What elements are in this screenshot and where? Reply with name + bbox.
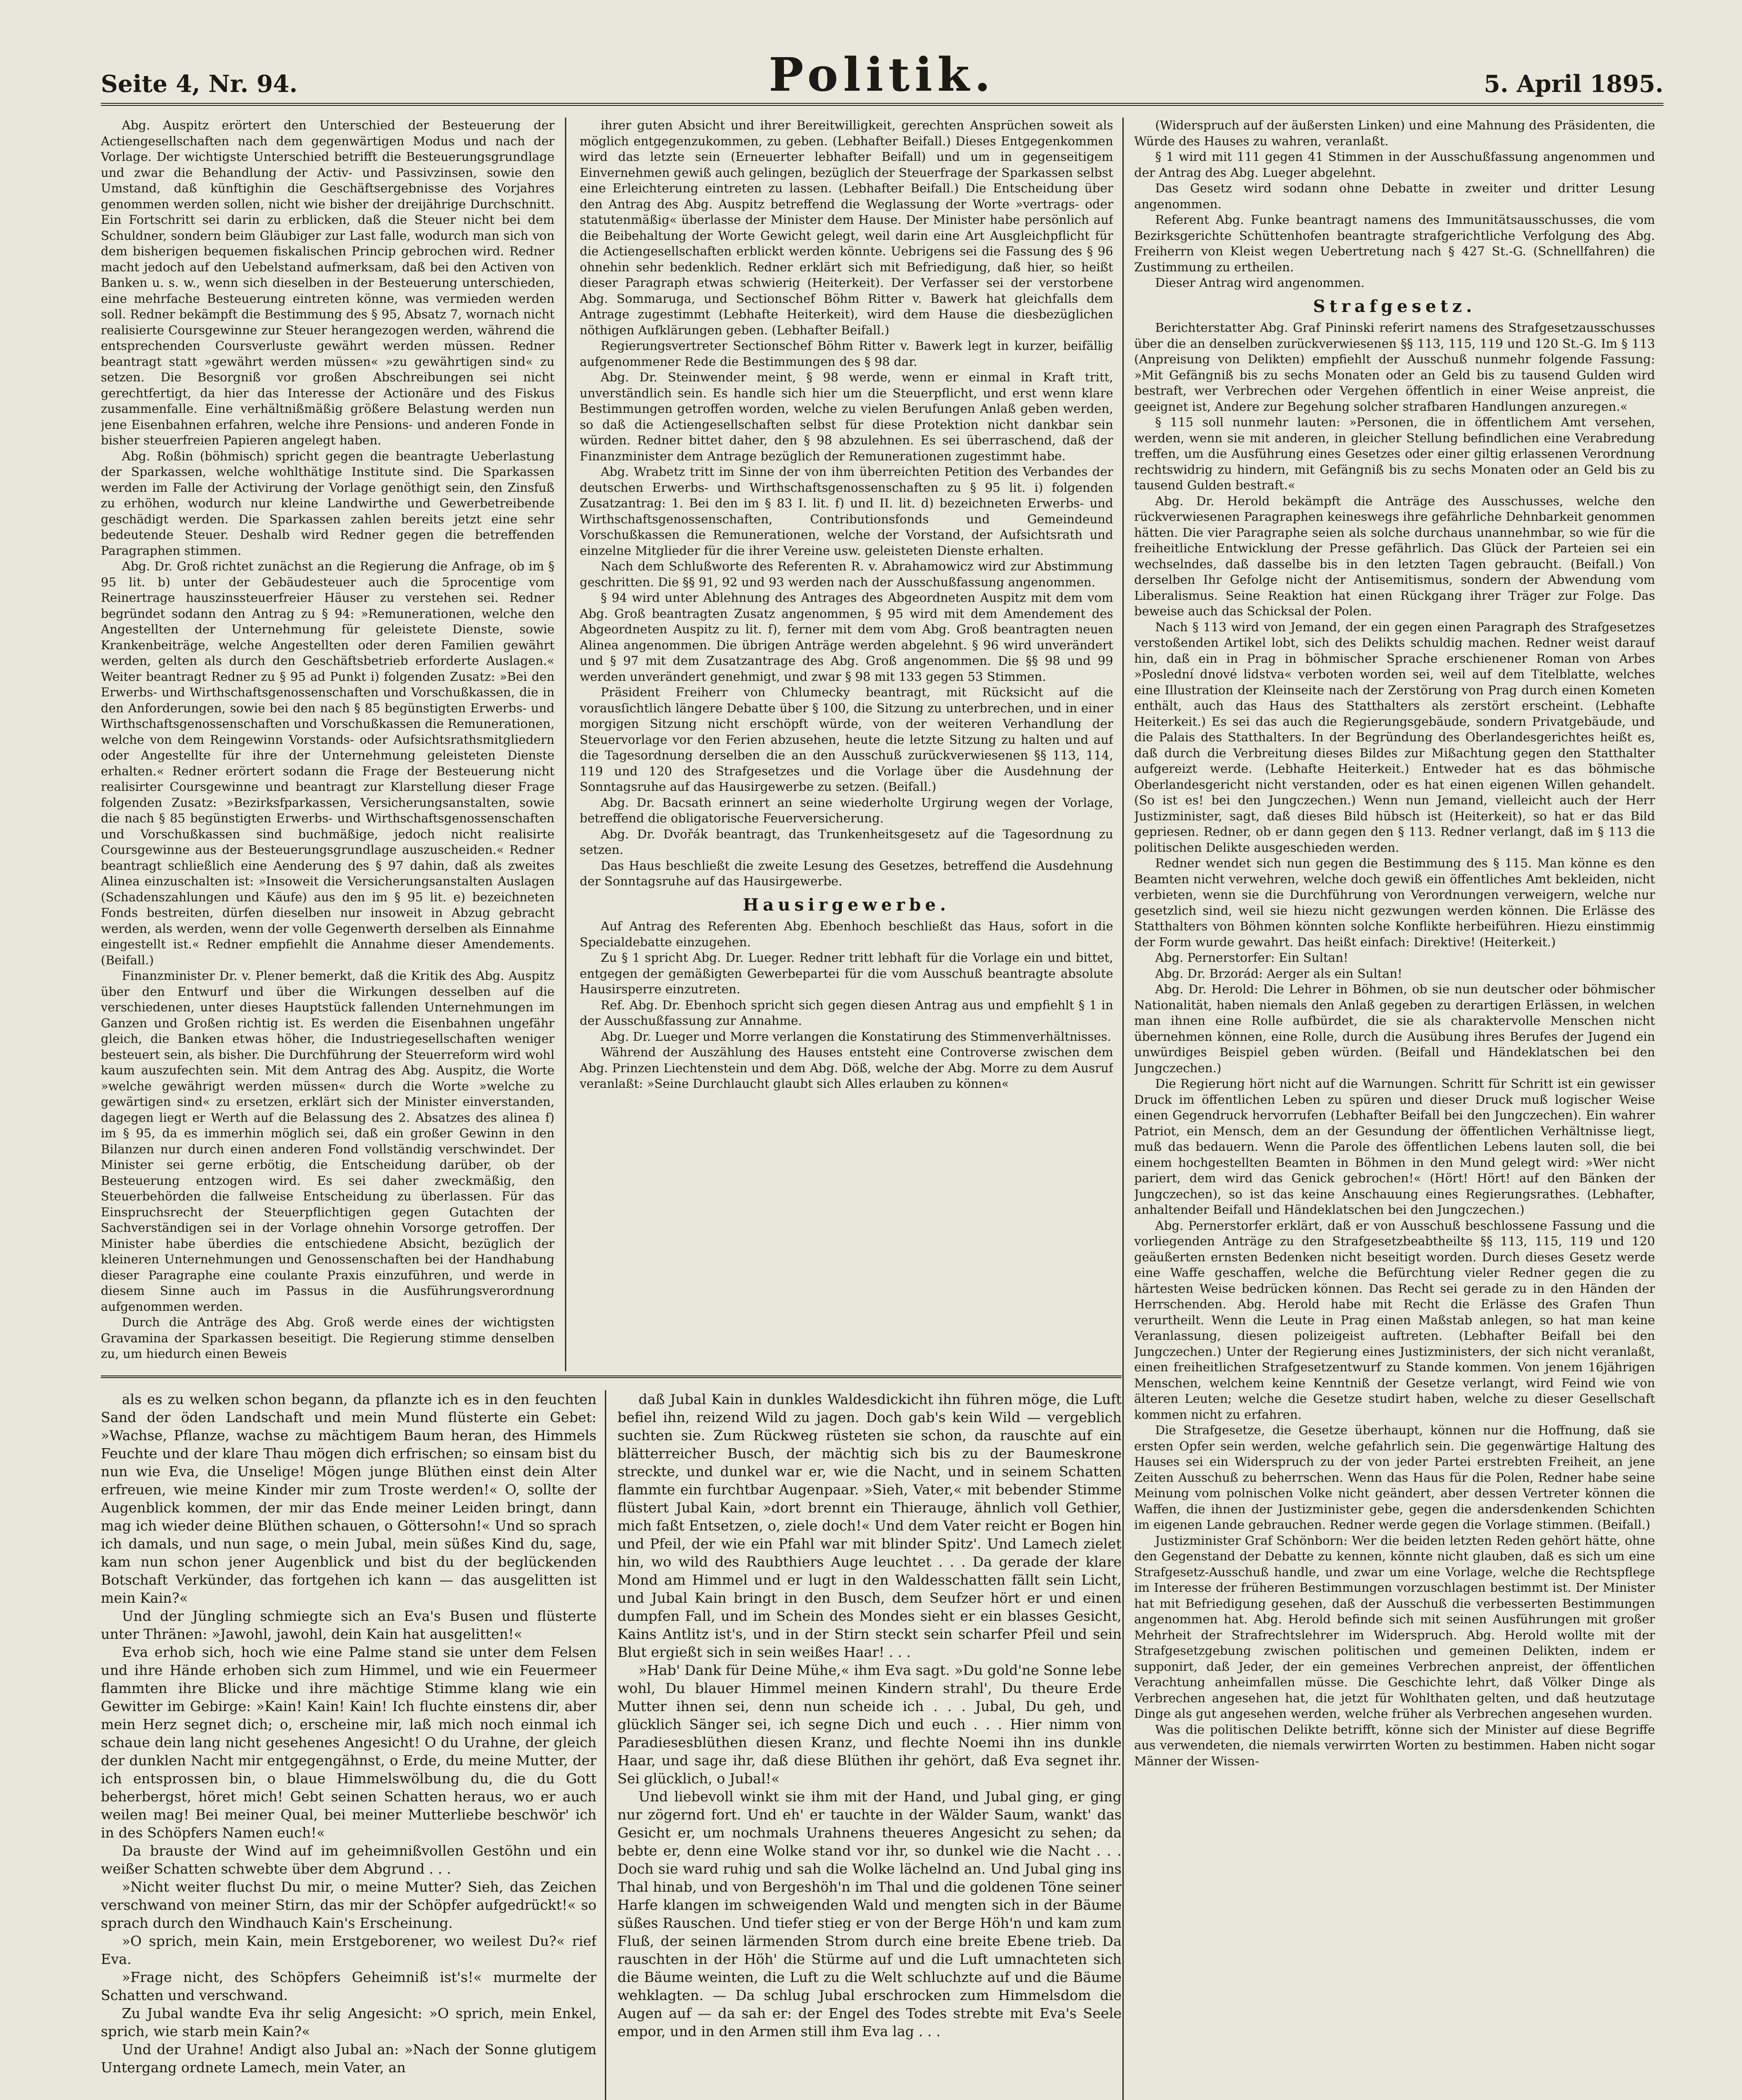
feuilleton-divider bbox=[101, 1376, 1122, 1378]
paragraph: Und liebevoll winkt sie ihm mit der Hand, und Jubal ging, er ging nur zögernd fort. Und eh' er tauchte in der Wälder Saum, wankt' das Gesicht er, um nochmals Urahnens theueres Angesicht zu sehen; da bebte er, denn eine Wolke stand vor ihr, so dunkel wie die Nacht . . . Doch sie ward ruhig und sah die Wolke lächelnd an. Und Jubal ging ins Thal hinab, und von Bergeshöh'n im Thal und die goldenen Töne seiner Harfe klangen im schweigenden Wald und mengten sich in der Bäume süßes Rauschen. Und tiefer stieg er von der Berge Höh'n und kam zum Fluß, der seinen lärmenden Strom durch eine breite Ebene trieb. Da rauschten in der Höh' die Stürme auf und die Luft umnachteten sich die Bäume weinten, die Luft zu die Welt schluchzte auf und die Bäume wehklagten. — Da schlug Jubal erschrocken zum Himmelsdom die Augen auf — da sah er: der Engel des Todes strebte mit Eva's Seele empor, und in den Armen still ihm Eva lag . . . bbox=[617, 1788, 1122, 2040]
paragraph: Abg. Pernerstorfer: Ein Sultan! bbox=[1155, 950, 1348, 965]
paragraph: Abg. Dr. Lueger und Morre verlangen die Konstatirung des Stimmenverhältnisses. bbox=[601, 1029, 1111, 1044]
paragraph: »Nicht weiter fluchst Du mir, o meine Mutter? Sieh, das Zeichen verschwand von meiner Stirn, das mir der Schöpfer aufgedrückt!« so sprach durch den Windhauch Kain's Erscheinung. bbox=[101, 1879, 596, 1931]
paragraph: Und der Jüngling schmiegte sich an Eva's Busen und flüsterte unter Thränen: »Jawohl, jawohl, dein Kain hat ausgelitten!« bbox=[101, 1608, 596, 1642]
paragraph: Abg. Roßin (böhmisch) spricht gegen die beantragte Ueberlastung der Sparkassen, welche wohlthätige Institute sind. Die Sparkassen werden im Falle der Activirung der Vorlage genöthigt sein, den Zinsfuß zu erhöhen, wodurch nur kleine Landwirthe und Gewerbetreibende geschädigt werden. Die Sparkassen zahlen bereits jetzt eine sehr bedeutende Steuer. Deshalb wird Redner gegen die betreffenden Paragraphen stimmen. bbox=[101, 449, 554, 558]
feuilleton-column-2 bbox=[617, 1390, 1122, 2100]
section-heading-hausirgewerbe: Hausirgewerbe. bbox=[743, 895, 950, 915]
paragraph: daß Jubal Kain in dunkles Waldesdickicht ihn führen möge, die Luft befiel ihn, reizend Wild zu jagen. Doch gab's kein Wild — vergeblich suchten sie. Zum Rückweg rüsteten sie schon, da rauschte auf ein blätterreicher Busch, der mächtig sich bis zu der Baumeskrone streckte, und dunkel war er, wie die Nacht, und in seinem Schatten flammte ein furchtbar Augenpaar. »Sieh, Vater,« mit bebender Stimme flüstert Jubal Kain, »dort brennt ein Thierauge, ähnlich voll Gethier, mich faßt Entsetzen, o, ziele doch!« Und dem Vater reicht er Bogen hin und Pfeil, der wie ein Pfahl war mit blinder Spitz'. Und Lamech zielet hin, wo wild des Raubthiers Auge leuchtet . . . Da gerade der klare Mond am Himmel und er lugt in den Waldesschatten fällt sein Licht, und Jubal Kain bringt in den Busch, dem Seufzer hört er und einen dumpfen Fall, und im Schein des Mondes sieht er ein blasses Gesicht, Kains Antlitz ist's, und in der Stirn steckt sein scharfer Pfeil und sein Blut ergießt sich in sein weißes Haar! . . . bbox=[617, 1391, 1122, 1660]
paragraph: Abg. Auspitz erörtert den Unterschied der Besteuerung der Actiengesellschaften nach dem gegenwärtigen Modus und nach der Vorlage. Der wichtigste Unterschied betrifft die Besteuerungsgrundlage und zwar die Behandlung der Activ- und Passivzinsen, sowie den Umstand, daß künftighin die Geschäftsergebnisse des Vorjahres genommen werden sollen, nicht wie bisher der dreijährige Durchschnitt. Ein Fortschritt sei darin zu erblicken, daß die Steuer nicht bei dem Schuldner, sondern beim Gläubiger zur Last falle, wodurch man sich von dem bisherigen bequemen fiskalischen Princip gebrochen wird. Redner macht jedoch auf den Uebelstand aufmerksam, daß bei den Activen von Banken u. s. w., wenn sich dieselben in der Besteuerung unterschieden, eine mehrfache Besteuerung eintreten könne, was vermieden werden soll. Redner bekämpft die Bestimmung des § 95, Absatz 7, wornach nicht realisierte Coursgewinne zur Steuer herangezogen werden, während die entsprechenden Coursverluste gewährt werden müssen. Redner beantragt statt »gewährt werden müssen« »zu gewährtigen sind« zu setzen. Die Besorgniß vor großen Abschreibungen sei nicht gerechtfertigt, da hier das Interesse der Actionäre und des Fiskus zusammenfalle. Eine verhältnißmäßig größere Belastung werden nun jene Eisenbahnen erfahren, welche ihre Pensions- und anderen Fonde in bisher steuerfreien Papieren angelegt haben. bbox=[101, 118, 554, 447]
article-column-3 bbox=[1134, 118, 1655, 2100]
section-title: Politik. bbox=[769, 47, 996, 102]
paragraph: Abg. Dr. Bacsath erinnert an seine wiederholte Urgirung wegen der Vorlage, betreffend die obligatorische Feuerversicherung. bbox=[580, 795, 1113, 825]
paragraph: Referent Abg. Funke beantragt namens des Immunitätsausschusses, die vom Bezirksgerichte Schüttenhofen beantragte strafgerichtliche Verfolgung des Abg. Freiherrn von Kleist wegen Uebertretung nach § 427 St.-G. (Schnellfahren) die Zustimmung zu ertheilen. bbox=[1134, 213, 1655, 274]
paragraph: Abg. Dr. Brzorád: Aerger als ein Sultan! bbox=[1155, 966, 1403, 981]
paragraph: Auf Antrag des Referenten Abg. Ebenhoch beschließt das Haus, sofort in die Specialdebatte einzugehen. bbox=[580, 919, 1113, 949]
paragraph: Abg. Dr. Herold: Die Lehrer in Böhmen, ob sie nun deutscher oder böhmischer Nationalität, haben niemals den Anlaß gegeben zu derartigen Erlässen, in welchen man ihnen eine Rolle aufbürdet, die sie als charaktervolle Menschen nicht übernehmen können, eine Rolle, durch die Ausübung ihres Berufes der Jugend ein unwürdiges Beispiel geben würden. (Beifall und Händeklatschen bei den Jungczechen.) bbox=[1134, 982, 1655, 1075]
paragraph: Abg. Dr. Herold bekämpft die Anträge des Ausschusses, welche den rückverwiesenen Paragraphen keineswegs ihre gefährliche Dehnbarkeit genommen hätten. Die vier Paragraphe seien als solche durchaus unannehmbar, so wie für die freiheitliche Entwicklung der Presse gefährlich. Das Glück der Parteien sei ein wechselndes, daß dasselbe bis in den letzten Tagen gebraucht. (Beifall.) Von derselben Ihr Gefolge nicht der Antisemitismus, sondern der Abwendung vom Liberalismus. Seine Reaktion hat einen Rückgang ihrer Träger zur Folge. Das beweise auch das Schicksal der Polen. bbox=[1134, 494, 1655, 618]
paragraph: Finanzminister Dr. v. Plener bemerkt, daß die Kritik des Abg. Auspitz über den Entwurf und über die Wirkungen desselben auf die verschiedenen, unter dieses Hauptstück fallenden Unternehmungen im Ganzen und Großen richtig ist. Es werden die Eisenbahnen ungefähr gleich, die Banken etwas höher, die Industriegesellschaften weniger besteuert sein, als bisher. Die Durchführung der Steuerreform wird wohl kaum auszufechten sein. Mit dem Antrag des Abg. Auspitz, die Worte »welche gewährigt werden müssen« durch die Worte »welche zu gewärtigen sind« zu ersetzen, erklärt sich der Minister einverstanden, dagegen liegt er Werth auf die Belassung des 2. Absatzes des alinea f) im § 95, da es immerhin möglich sei, daß ein großer Gewinn in den Bilanzen nur durch einen anderen Fond vollständig verschwindet. Der Minister sei gerne erbötig, die Entscheidung darüber, ob der Besteuerung entzogen wird. Es sei daher zweckmäßig, den Steuerbehörden die fallweise Entscheidung zu überlassen. Für das Einspruchsrecht der Steuerpflichtigen gegen Gutachten der Sachverständigen sei in der Vorlage ohnehin Vorsorge getroffen. Der Minister habe überdies die entschiedene Absicht, bezüglich der kleineren Unternehmungen und Genossenschaften bei der Handhabung dieser Paragraphe eine coulante Praxis einzuführen, und werde in diesem Sinne auch im Passus in die Ausführungsverordnung aufgenommen werden. bbox=[101, 969, 554, 1314]
paragraph: Nach dem Schlußworte des Referenten R. v. Abrahamowicz wird zur Abstimmung geschritten. Die §§ 91, 92 und 93 werden nach der Ausschußfassung angenommen. bbox=[580, 559, 1113, 589]
feuilleton-column-1 bbox=[101, 1390, 596, 2100]
paragraph: (Widerspruch auf der äußersten Linken) und eine Mahnung des Präsidenten, die Würde des Hauses zu wahren, veranlaßt. bbox=[1134, 118, 1655, 148]
paragraph: Dieser Antrag wird angenommen. bbox=[1155, 276, 1365, 290]
paragraph: Das Gesetz wird sodann ohne Debatte in zweiter und dritter Lesung angenommen. bbox=[1134, 181, 1655, 211]
page-header bbox=[101, 40, 1663, 106]
paragraph: Zu Jubal wandte Eva ihr selig Angesicht: »O sprich, mein Enkel, sprich, wie starb mein Kain?« bbox=[101, 2005, 596, 2040]
paragraph: Nach § 113 wird von Jemand, der ein gegen einen Paragraph des Strafgesetzes verstoßenden Artikel lobt, sich des Delikts schuldig machen. Redner weist darauf hin, daß ein in Prag in böhmischer Sprache erschienener Roman von Arbes »Poslední dnové lidstva« verboten worden sei, weil auf dem Titelblatte, welches eine Illustration der Kleinseite nach der Zerstörung von Prag durch einen Kometen enthält, auch das Haus des Statthalters als zerstört erscheint. (Lebhafte Heiterkeit.) Es sei das auch die Regierungsgebäude, sondern Privatgebäude, und die Palais des Statthalters. In der Begründung des Oberlandesgerichtes heißt es, daß durch die Verbreitung dieses Bildes zur Mißachtung gegen den Statthalter aufgereizt werde. (Lebhafte Heiterkeit.) Entweder hat es das böhmische Oberlandesgericht nicht verstanden, oder es hat einen eigenen Willen gehandelt. (So ist es! bei den Jungczechen.) Wenn nun Jemand, vielleicht auch der Herr Justizminister, sagt, daß dieses Bild hübsch ist (Heiterkeit), so hat er das Bild gepriesen. Redner, ob er dann gegen den § 113. Redner verlangt, daß im § 113 die politischen Delikte ausgeschieden werden. bbox=[1134, 620, 1655, 855]
paragraph: Berichterstatter Abg. Graf Pininski referirt namens des Strafgesetzausschusses über die an denselben zurückverwiesenen §§ 113, 115, 119 und 120 St.-G. Im § 113 (Anpreisung von Delikten) empfiehlt der Ausschuß nunmehr folgende Fassung: »Mit Gefängniß bis zu sechs Monaten oder an Geld bis zu tausend Gulden wird bestraft, wer Verbrechen oder Vergehen öffentlich in einer Weise anpreist, die geeignet ist, Andere zur Begehung solcher strafbaren Handlungen anzuregen.« bbox=[1134, 320, 1655, 414]
column-divider bbox=[1122, 118, 1124, 2100]
issue-date: 5. April 1895. bbox=[1484, 70, 1663, 98]
paragraph: Präsident Freiherr von Chlumecky beantragt, mit Rücksicht auf die vorausſichtlich längere Debatte über § 100, die Sitzung zu unterbrechen, und in einer morgigen Sitzung nicht erschöpft würde, von der weiteren Verhandlung der Steuervorlage vor den Ferien abzusehen, heute die letzte Sitzung zu halten und auf die Tagesordnung derselben die an den Ausschuß zurückverwiesenen §§ 113, 114, 119 und 120 des Strafgesetzes und die Vorlage über die Ausdehnung der Sonntagsruhe auf das Hausirgewerbe zu setzen. (Beifall.) bbox=[580, 685, 1113, 794]
paragraph: »Frage nicht, des Schöpfers Geheimniß ist's!« murmelte der Schatten und verschwand. bbox=[101, 1969, 596, 2003]
paragraph: Abg. Dr. Dvořák beantragt, das Trunkenheitsgesetz auf die Tagesordnung zu setzen. bbox=[580, 827, 1113, 857]
paragraph: Justizminister Graf Schönborn: Wer die beiden letzten Reden gehört hätte, ohne den Gegenstand der Debatte zu kennen, könnte nicht glauben, daß es sich um eine Strafgesetz-Ausschuß handle, und zwar um eine Vorlage, welche die Rechtspflege im Interesse der früheren Bestimmungen vorzuschlagen bestimmt ist. Der Minister hat mit Befriedigung gesehen, daß der Ausschuß die verbesserten Bestimmungen angenommen hat. Abg. Herold befinde sich mit seinen Ausführungen mit großer Mehrheit der Strafrechtslehrer im Widerspruch. Abg. Herold wollte mit der Strafgesetzgebung zwischen politischen und gemeinen Delikten, indem er supponirt, daß Jeder, der ein gemeines Verbrechen anpreist, der öffentlichen Verachtung anheimfallen müsse. Die Geschichte lehrt, daß Völker Dinge als Verbrechen angesehen hat, die jetzt für Wohlthaten gelten, und daß heutzutage Dinge als gut angesehen werden, welche früher als Verbrechen angesehen wurden. bbox=[1134, 1533, 1655, 1721]
paragraph: Und der Urahne! Andigt also Jubal an: »Nach der Sonne glutigem Untergang ordnete Lamech, mein Vater, an bbox=[101, 2041, 596, 2076]
article-column-2 bbox=[580, 118, 1113, 1369]
paragraph: Zu § 1 spricht Abg. Dr. Lueger. Redner tritt lebhaft für die Vorlage ein und bittet, entgegen der gemäßigten Gewerbepartei für die vom Ausschuß beantragte absolute Hausirsperre einzutreten. bbox=[580, 950, 1113, 996]
paragraph: »Hab' Dank für Deine Mühe,« ihm Eva sagt. »Du gold'ne Sonne lebe wohl, Du blauer Himmel meinen Kindern strahl', Du theure Erde Mutter ihnen sei, denn nun scheide ich . . . Jubal, Du geh, und glücklich Sänger sei, ich segne Dich und euch . . . Hier nimm von Paradiesesblüthen diesen Kranz, und flechte Noemi ihn ins dunkle Haar, und sage ihr, daß diese Blüthen ihr gehört, daß Eva segnet ihr. Sei glücklich, o Jubal!« bbox=[617, 1662, 1122, 1787]
paragraph: Durch die Anträge des Abg. Groß werde eines der wichtigsten Gravamina der Sparkassen beseitigt. Die Regierung stimme denselben zu, um hiedurch einen Beweis bbox=[101, 1315, 554, 1361]
paragraph: § 115 soll nunmehr lauten: »Personen, die in öffentlichem Amt versehen, werden, wenn sie mit anderen, in gleicher Stellung befindlichen eine Verabredung treffen, um die Ausführung eines Gesetzes oder einer giltig erlassenen Verordnung rechtswidrig zu hindern, mit Gefängniß bis zu sechs Monaten oder an Geld bis zu tausend Gulden bestraft.« bbox=[1134, 415, 1655, 492]
article-column-1 bbox=[101, 118, 554, 1369]
paragraph: § 1 wird mit 111 gegen 41 Stimmen in der Ausschußfassung angenommen und der Antrag des Abg. Lueger abgelehnt. bbox=[1134, 150, 1655, 180]
paragraph: ihrer guten Absicht und ihrer Bereitwilligkeit, gerechten Ansprüchen soweit als möglich entgegenzukommen, zu geben. (Lebhafter Beifall.) Dieses Entgegenkommen wird das letzte sein (Erneuerter lebhafter Beifall) und um in gegenseitigem Einvernehmen gewiß auch gelingen, bezüglich der Steuerfrage der Sparkassen selbst eine Erleichterung eintreten zu lassen. (Lebhafter Beifall.) Die Entscheidung über den Antrag des Abg. Auspitz betreffend die Weglassung der Worte »vertrags- oder statutenmäßig« überlasse der Minister dem Hause. Der Minister habe persönlich auf die Beibehaltung der Worte Gewicht gelegt, weil darin eine Art Ausgleichpflicht für die Actiengesellschaften erblickt werden könnte. Uebrigens sei die Fassung des § 96 ohnehin sehr bedenklich. Redner erklärt sich mit Befriedigung, daß hier, so heißt dieser Paragraph etwas schwierig (Heiterkeit). Der Verfasser sei der verstorbene Abg. Sommaruga, und Sectionschef Böhm Ritter v. Bawerk hat gleichfalls dem Antrage zugestimmt (Lebhafte Heiterkeit), wird dem Hause die diesbezüglichen nöthigen Aufklärungen geben. (Lebhafter Beifall.) bbox=[580, 118, 1113, 337]
column-divider bbox=[565, 118, 566, 1371]
column-divider bbox=[605, 1390, 606, 2100]
paragraph: § 94 wird unter Ablehnung des Antrages des Abgeordneten Auspitz mit dem vom Abg. Groß beantragten Zusatz angenommen, § 95 wird mit dem Amendement des Abgeordneten Auspitz zu lit. f), ferner mit dem vom Abg. Groß beantragten neuen Alinea angenommen. Die übrigen Anträge werden abgelehnt. § 96 wird unverändert und § 97 mit dem Zusatzantrage des Abg. Groß angenommen. Die §§ 98 und 99 werden unverändert genehmigt, und zwar § 98 mit 133 gegen 53 Stimmen. bbox=[580, 591, 1113, 684]
paragraph: Abg. Pernerstorfer erklärt, daß er von Ausschuß beschlossene Fassung und die vorliegenden Anträge zu den Strafgesetzbeabtheilte §§ 113, 115, 119 und 120 geäußerten ernsten Bedenken nicht beseitigt worden. Durch dieses Gesetz werde eine Waffe geschaffen, welche die Befürchtung vieler Redner gegen die zu härtesten Weise bedrücken können. Das Recht sei gerade zu in den Händen der Herrschenden. Abg. Herold habe mit Recht die Erlässe des Grafen Thun verurtheilt. Wenn die Leute in Prag einen Maßstab anlegen, so hat man keine Veranlassung, diesen polizeigeist auftreten. (Lebhafter Beifall bei den Jungczechen.) Unter der Regierung eines Justizministers, der sich nicht veranlaßt, einen freiheitlichen Strafgesetzentwurf zu Stande kommen. Von jenem 16jährigen Menschen, welchem keine Kenntniß der Gesetze verlangt, wird Feind wie von älteren Leuten; welche die Gesetze studirt haben, welche zu dieser Gesellschaft kommen nicht zu erfahren. bbox=[1134, 1218, 1655, 1422]
section-heading-strafgesetz: Strafgesetz. bbox=[1313, 296, 1477, 316]
paragraph: Ref. Abg. Dr. Ebenhoch spricht sich gegen diesen Antrag aus und empfiehlt § 1 in der Ausschußfassung zur Annahme. bbox=[580, 998, 1113, 1028]
paragraph: Das Haus beschließt die zweite Lesung des Gesetzes, betreffend die Ausdehnung der Sonntagsruhe auf das Hausirgewerbe. bbox=[580, 858, 1113, 888]
paragraph: Die Regierung hört nicht auf die Warnungen. Schritt für Schritt ist ein gewisser Druck im öffentlichen Leben zu spüren und dieser Druck muß logischer Weise einen Gegendruck hervorrufen (Lebhafter Beifall bei den Jungczechen). Ein wahrer Patriot, ein Mensch, dem an der Gesundung der öffentlichen Verhältnisse liegt, muß das bedauern. Wenn die Parole des öffentlichen Lebens lauten soll, die bei einem hochgestellten Beamten in Böhmen in den Mund gelegt wird: »Wer nicht pariert, dem wird das Genick gebrochen!« (Hört! Hört! auf den Bänken der Jungczechen), so ist das keine Anschauung eines Regierungsrathes. (Lebhafter, anhaltender Beifall und Händeklatschen bei den Jungczechen.) bbox=[1134, 1076, 1655, 1217]
paragraph: Da brauste der Wind auf im geheimnißvollen Gestöhn und ein weißer Schatten schwebte über dem Abgrund . . . bbox=[101, 1843, 596, 1877]
paragraph: Was die politischen Delikte betrifft, könne sich der Minister auf diese Begriffe aus verwendeten, die niemals verwirrten Worten zu bestimmen. Haben nicht sogar Männer der Wissen- bbox=[1134, 1722, 1655, 1768]
paragraph: Abg. Dr. Groß richtet zunächst an die Regierung die Anfrage, ob im § 95 lit. b) unter der Gebäudesteuer auch die 5procentige vom Reinertrage hauszinssteuerfreier Häuser zu verstehen sei. Redner begründet sodann den Antrag zu § 94: »Remunerationen, welche den Angestellten der Unternehmung für geleistete Dienste, sowie Krankenbeiträge, welche Angestellten oder deren Familien gewährt werden, gelten als durch den Geschäftsbetrieb erforderte Auslagen.« Weiter beantragt Redner zu § 95 ad Punkt i) folgenden Zusatz: »Bei den Erwerbs- und Wirthschaftsgenossenschaften und Vorschußkassen, die in den Anforderungen, sowie bei den nach § 85 begünstigten Erwerbs- und Wirthschaftsgenossenschaften und Vorschußkassen die Remunerationen, welche von dem Reingewinn Vorstands- oder Aufsichtsrathsmitgliedern oder Angestellte für ihre der Unternehmung geleisteten Dienste erhalten.« Redner erörtert sodann die Frage der Besteuerung nicht realisirter Coursgewinne und beantragt zur Klarstellung dieser Frage folgenden Zusatz: »Bezirksfparkassen, Versicherungsanstalten, sowie die nach § 85 begünstigten Erwerbs- und Wirthschaftsgenossenschaften und Vorschußkassen sind buchmäßige, jedoch nicht realisirte Coursgewinne aus der Besteuerungsgrundlage auszuscheiden.« Redner beantragt schließlich eine Aenderung des § 97 dahin, daß als zweites Alinea einzuschalten ist: »Insoweit die Versicherungsanstalten Auslagen (Schadenszahlungen und Käufe) aus den im § 95 lit. e) bezeichneten Fonds bestreiten, dürfen dieselben nur insoweit in Abzug gebracht werden, als werden, wenn der volle Gegenwerth derselben als Einnahme eingestellt ist.« Redner empfiehlt die Annahme dieser Amendements. (Beifall.) bbox=[101, 559, 554, 967]
page-number: Seite 4, Nr. 94. bbox=[101, 70, 298, 98]
paragraph: Eva erhob sich, hoch wie eine Palme stand sie unter dem Felsen und ihre Hände erhoben sich zum Himmel, und wie ein Feuermeer flammten ihre Blicke und ihre mächtige Stimme klang wie ein Gewitter im Gebirge: »Kain! Kain! Kain! Ich fluchte einstens dir, aber mein Herz segnet dich; o, erscheine mir, laß mich noch einmal ich schaue dein lang nicht gesehenes Angesicht! O du Urahne, der gleich der dunklen Nacht mir entgegengähnst, o Erde, du meine Mutter, der ich entsprossen bin, o blaue Himmelswölbung du, die du Gott beherbergst, höret mich! Gebt seinen Schatten heraus, wo er auch weilen mag! Bei meiner Qual, bei meiner Mutterliebe beschwör' ich in des Schöpfers Namen euch!« bbox=[101, 1644, 596, 1841]
paragraph: als es zu welken schon begann, da pflanzte ich es in den feuchten Sand der öden Landschaft und mein Mund flüsterte ein Gebet: »Wachse, Pflanze, wachse zu mächtigem Baum heran, des Himmels Feuchte und der klare Thau mögen dich erfrischen; so einsam bist du nun wie Eva, die Unselige! Mögen junge Blüthen einst dein Alter erfreuen, wie meine Kinder mir zum Troste werden!« O, sollte der Augenblick kommen, der mir das Ende meiner Leiden bringt, dann mag ich wieder deine Blüthen schauen, o Göttersohn!« Und so sprach ich damals, und nun sage, o mein Jubal, mein süßes Kind du, sage, kam nun schon jener Augenblick und bist du der beglückenden Botschaft Verkünder, das fortgehen ich kann — das ausgelitten ist mein Kain?« bbox=[101, 1391, 596, 1606]
paragraph: Regierungsvertreter Sectionschef Böhm Ritter v. Bawerk legt in kurzer, beifällig aufgenommener Rede die Bestimmungen des § 98 dar. bbox=[580, 339, 1113, 369]
paragraph: Abg. Wrabetz tritt im Sinne der von ihm überreichten Petition des Verbandes der deutschen Erwerbs- und Wirthschaftsgenossenschaften zu § 95 lit. i) folgenden Zusatzantrag: 1. Bei den im § 83 I. lit. f) und II. lit. d) bezeichneten Erwerbs- und Wirthschaftsgenossenschaften, Contributionsfonds und Gemeindeund Vorschußkassen die Remunerationen, welche der Vorstand, der Aufsichtsrath und einzelne Mitglieder für die ihrer Vereine usw. geleisteten Dienste erhalten. bbox=[580, 465, 1113, 558]
paragraph: Während der Auszählung des Hauses entsteht eine Controverse zwischen dem Abg. Prinzen Liechtenstein und dem Abg. Döß, welche der Abg. Morre zu dem Ausruf veranlaßt: »Seine Durchlaucht glaubt sich Alles erlauben zu können« bbox=[580, 1045, 1113, 1091]
paragraph: Redner wendet sich nun gegen die Bestimmung des § 115. Man könne es den Beamten nicht verwehren, welche doch gewiß ein öffentliches Amt bekleiden, nicht verbieten, wenn sie die Durchführung von Verordnungen verweigern, welche nur gesetzlich sind, weil sie hiezu nicht gezwungen werden können. Die Erlässe des Statthalters von Böhmen könnten solche Konflikte herbeiführen. Hiezu einstimmig der Form wurde gewahrt. Das heißt einfach: Direktive! (Heiterkeit.) bbox=[1134, 856, 1655, 949]
paragraph: Abg. Dr. Steinwender meint, § 98 werde, wenn er einmal in Kraft tritt, unverständlich sein. Es handle sich hier um die Steuerpflicht, und erst wenn klare Bestimmungen getroffen worden, welche zu vielen Berufungen Anlaß geben werden, so daß die Actiengesellschaften selbst für diese Protektion nicht dankbar sein würden. Redner bittet daher, den § 98 abzulehnen. Es sei überraschend, daß der Finanzminister dem Antrage bezüglich der Remunerationen zugestimmt habe. bbox=[580, 370, 1113, 463]
paragraph: Die Strafgesetze, die Gesetze überhaupt, können nur die Hoffnung, daß sie ersten Opfer sein werden, welche gefahrlich sein. Die gegenwärtige Haltung des Hauses sei ein Widerspruch zu der von jeder Partei erstrebten Freiheit, an jene Zeiten Ausschuß zu beherrschen. Wenn das Haus für die Polen, Redner habe seine Meinung vom polnischen Volke nicht geändert, aber dessen Vertreter können die Waffen, die ihnen der Justizminister gebe, gegen die andersdenkenden Schichten im eigenen Lande gebrauchen. Redner werde gegen die Vorlage stimmen. (Beifall.) bbox=[1134, 1423, 1655, 1532]
paragraph: »O sprich, mein Kain, mein Erstgeborener, wo weilest Du?« rief Eva. bbox=[101, 1933, 596, 1967]
